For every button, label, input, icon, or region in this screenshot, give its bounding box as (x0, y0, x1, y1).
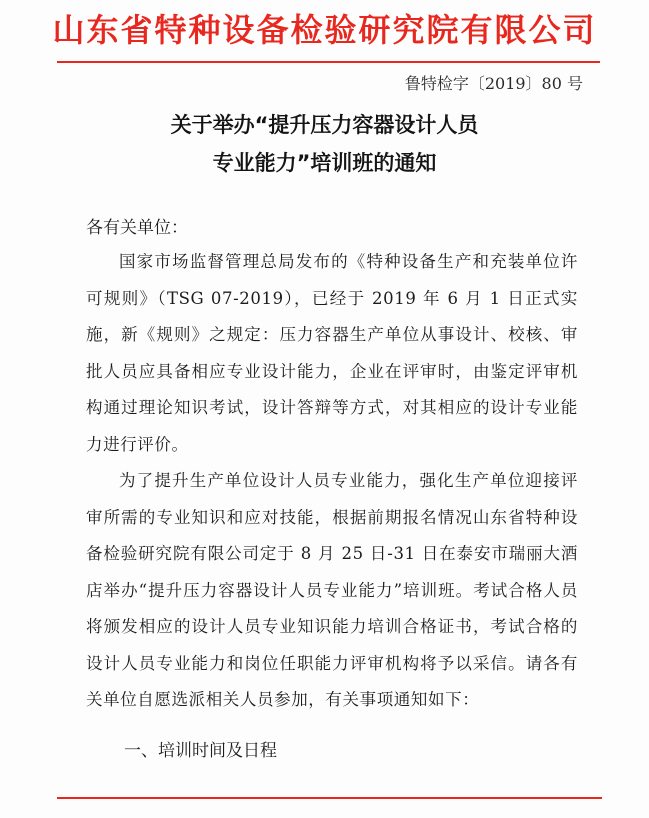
letterhead-red-rule (57, 61, 600, 63)
document-body (86, 244, 578, 719)
salutation: 各有关单位： (86, 218, 188, 238)
document-title (0, 106, 649, 182)
footer-red-rule (57, 797, 602, 799)
document-number: 鲁特检字〔2019〕80 号 (404, 74, 583, 93)
body-paragraph-1: 国家市场监督管理总局发布的《特种设备生产和充装单位许可规则》（TSG 07-2019），已经于 2019 年 6 月 1 日正式实施，新《规则》之规定：压力容器生产单位从事设计、校核、审批人员应具备相应专业设计能力，企业在评审时，由鉴定评审机构通过理论知识考试，设计答辩等方式，对其相应的设计专业能力进行评价。 (86, 252, 578, 454)
section-heading-training-schedule: 一、培训时间及日程 (124, 741, 277, 761)
document-title-line-2: 专业能力”培训班的通知 (212, 151, 437, 175)
organization-letterhead: 山东省特种设备检验研究院有限公司 (52, 11, 597, 49)
body-paragraph-2: 为了提升生产单位设计人员专业能力，强化生产单位迎接评审所需的专业知识和应对技能，根据前期报名情况山东省特种设备检验研究院有限公司定于 8 月 25 日-31 日在泰安市瑞丽大酒店举办“提升压力容器设计人员专业能力”培训班。考试合格人员将颁发相应的设计人员专业知识能力培训合格证书，考试合格的设计人员专业能力和岗位任职能力评审机构将予以采信。请各有关单位自愿选派相关人员参加，有关事项通知如下： (86, 471, 578, 709)
document-title-line-1: 关于举办“提升压力容器设计人员 (170, 113, 479, 137)
